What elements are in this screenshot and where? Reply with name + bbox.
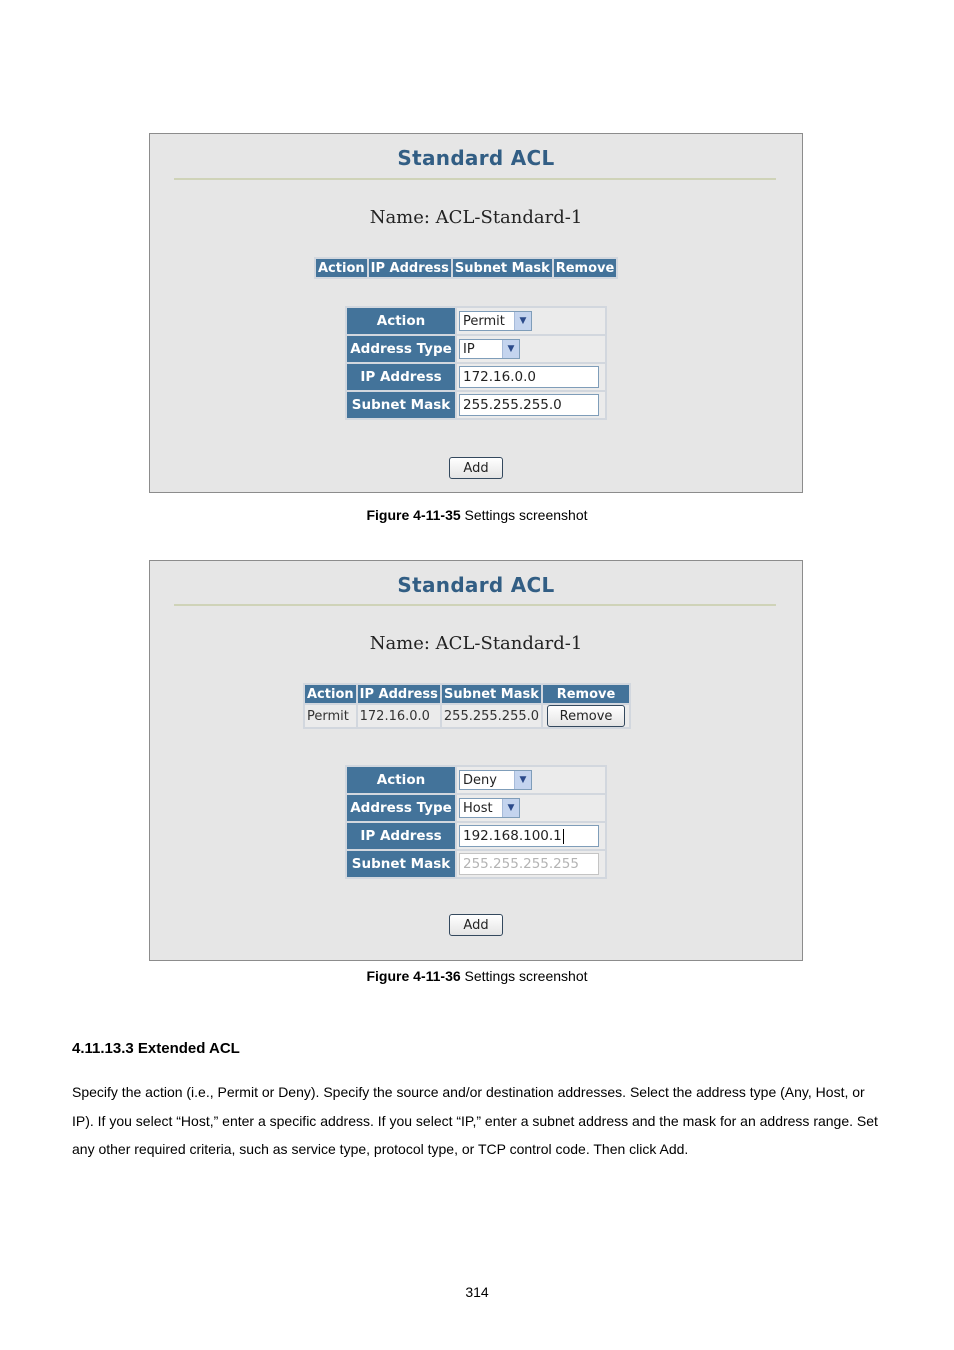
- chevron-down-icon: ▼: [514, 771, 531, 789]
- screenshot-figure-2: [149, 560, 803, 961]
- remove-button[interactable]: Remove: [547, 705, 625, 727]
- acl-entry-form: [345, 765, 607, 879]
- address-type-select[interactable]: Host ▼: [459, 798, 520, 818]
- column-header-remove: Remove: [555, 260, 615, 276]
- acl-name: Name: ACL-Standard-1: [369, 633, 583, 654]
- column-header-ip-address: IP Address: [370, 260, 449, 276]
- ip-address-label: IP Address: [347, 823, 455, 849]
- page-number: 314: [465, 1284, 489, 1300]
- address-type-label: Address Type: [347, 795, 455, 821]
- acl-name: Name: ACL-Standard-1: [369, 207, 583, 228]
- title-divider: [174, 178, 776, 180]
- chevron-down-icon: ▼: [502, 799, 519, 817]
- add-button[interactable]: Add: [449, 914, 503, 936]
- row-action: Permit: [305, 705, 356, 727]
- action-select[interactable]: Deny ▼: [459, 770, 532, 790]
- row-subnet-mask: 255.255.255.0: [442, 705, 541, 727]
- subnet-mask-input[interactable]: 255.255.255.0: [459, 394, 599, 416]
- ip-address-input[interactable]: 192.168.100.1: [459, 825, 599, 847]
- figure-caption-1: Figure 4-11-35 Settings screenshot: [366, 507, 588, 523]
- action-label: Action: [347, 308, 455, 334]
- page-title: Standard ACL: [397, 573, 555, 597]
- section-paragraph: Specify the action (i.e., Permit or Deny). Specify the source and/or destination addresses. Select the address type (Any, Host, or IP). If you select “Host,” enter a specific address. If you select “IP,” enter a subnet address and the mask for an address range. Set any other required criteria, such as service type, protocol type, or TCP control code. Then click Add.: [72, 1084, 878, 1157]
- figure-caption-2: Figure 4-11-36 Settings screenshot: [366, 968, 588, 984]
- add-button[interactable]: Add: [449, 457, 503, 479]
- address-type-select[interactable]: IP ▼: [459, 339, 520, 359]
- acl-rules-table: [314, 257, 618, 279]
- screenshot-figure-1: [149, 133, 803, 493]
- acl-entry-form: [345, 306, 607, 420]
- text-cursor: [563, 829, 564, 844]
- column-header-ip-address: IP Address: [359, 686, 438, 702]
- page-title: Standard ACL: [397, 146, 555, 170]
- section-heading: 4.11.13.3 Extended ACL: [72, 1040, 240, 1057]
- address-type-label: Address Type: [347, 336, 455, 362]
- subnet-mask-label: Subnet Mask: [347, 392, 455, 418]
- table-row: [305, 705, 629, 727]
- column-header-subnet-mask: Subnet Mask: [442, 685, 541, 703]
- column-header-subnet-mask: Subnet Mask: [454, 260, 550, 276]
- ip-address-input[interactable]: 172.16.0.0: [459, 366, 599, 388]
- title-divider: [174, 604, 776, 606]
- chevron-down-icon: ▼: [502, 340, 519, 358]
- subnet-mask-input: 255.255.255.255: [459, 853, 599, 875]
- action-select[interactable]: Permit ▼: [459, 311, 532, 331]
- subnet-mask-label: Subnet Mask: [347, 851, 455, 877]
- row-ip-address: 172.16.0.0: [358, 705, 440, 727]
- column-header-action: Action: [318, 260, 365, 276]
- acl-rules-table: [303, 683, 631, 729]
- column-header-remove: Remove: [543, 685, 629, 703]
- column-header-action: Action: [307, 686, 354, 702]
- chevron-down-icon: ▼: [514, 312, 531, 330]
- ip-address-label: IP Address: [347, 364, 455, 390]
- action-label: Action: [347, 767, 455, 793]
